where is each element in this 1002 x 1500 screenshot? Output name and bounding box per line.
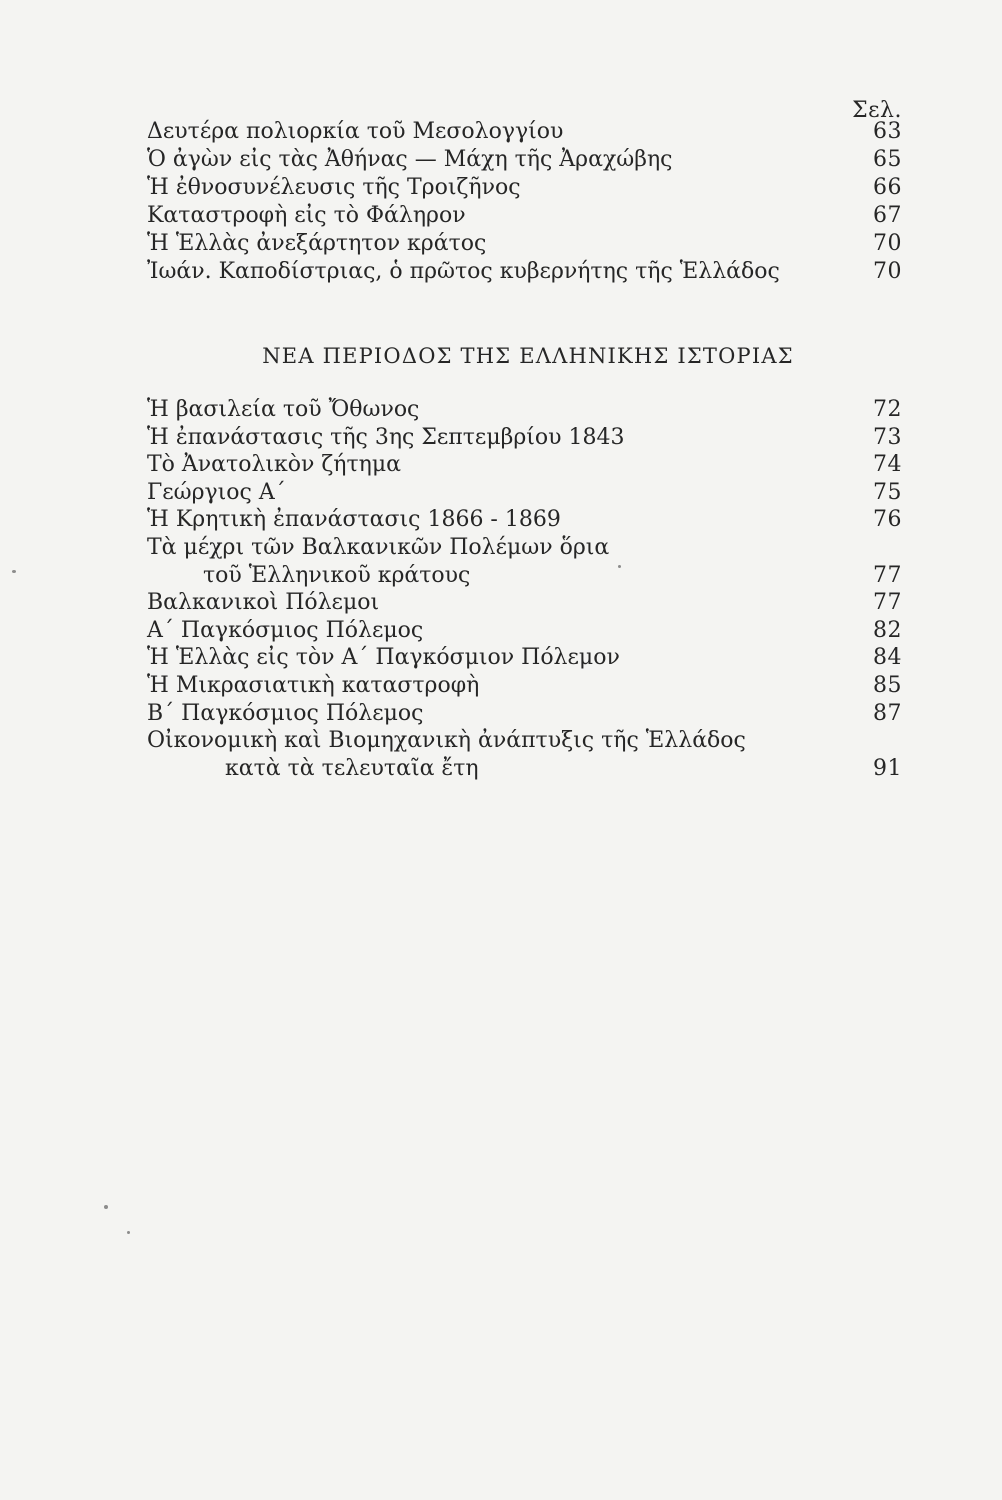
toc-entry-title: Ἰωάν. Καποδίστριας, ὁ πρῶτος κυβερνήτης τῆς Ἑλλάδος bbox=[147, 259, 780, 284]
toc-entry bbox=[147, 589, 902, 617]
toc-entry bbox=[147, 617, 902, 645]
toc-entry-title: Τὰ μέχρι τῶν Βαλκανικῶν Πολέμων ὅρια bbox=[147, 534, 610, 560]
toc-entry-page: 77 bbox=[873, 590, 902, 616]
toc-entry-page: 67 bbox=[873, 203, 902, 228]
toc-entry-title-continued: κατὰ τὰ τελευταῖα ἔτη bbox=[225, 755, 479, 781]
toc-entry-page: 91 bbox=[873, 755, 902, 781]
toc-entry-page: 87 bbox=[873, 700, 902, 726]
section-heading: ΝΕΑ ΠΕΡΙΟΔΟΣ ΤΗΣ ΕΛΛΗΝΙΚΗΣ ΙΣΤΟΡΙΑΣ bbox=[262, 344, 794, 368]
toc-entry bbox=[147, 700, 902, 728]
toc-entry-page: 70 bbox=[873, 259, 902, 284]
toc-entry bbox=[147, 202, 902, 230]
toc-entry-page: 73 bbox=[873, 424, 902, 450]
toc-entry-page: 74 bbox=[873, 452, 902, 478]
toc-entry-title: Ἡ ἐθνοσυνέλευσις τῆς Τροιζῆνος bbox=[147, 175, 521, 200]
toc-entry bbox=[147, 506, 902, 534]
toc-entry-title: Ὁ ἀγὼν εἰς τὰς Ἀθήνας — Μάχη τῆς Ἀραχώβης bbox=[147, 147, 673, 172]
toc-entry-page: 75 bbox=[873, 479, 902, 505]
toc-entry-title: Γεώργιος Α΄ bbox=[147, 479, 286, 505]
toc-entry-page: 65 bbox=[873, 147, 902, 172]
toc-list-part-two bbox=[147, 396, 902, 782]
toc-entry bbox=[147, 424, 902, 452]
toc-entry bbox=[147, 644, 902, 672]
toc-entry-page: 63 bbox=[873, 119, 902, 144]
toc-entry bbox=[147, 146, 902, 174]
toc-entry-title: Δευτέρα πολιορκία τοῦ Μεσολογγίου bbox=[147, 119, 564, 144]
toc-entry bbox=[147, 396, 902, 424]
toc-entry-title: Ἡ ἐπανάστασις τῆς 3ης Σεπτεμβρίου 1843 bbox=[147, 424, 625, 450]
paper-speck bbox=[104, 1205, 108, 1209]
toc-entry-title: Ἡ Ἑλλὰς εἰς τὸν Α΄ Παγκόσμιον Πόλεμον bbox=[147, 645, 620, 671]
toc-entry-title: Οἰκονομικὴ καὶ Βιομηχανικὴ ἀνάπτυξις τῆς Ἑλλάδος bbox=[147, 728, 746, 754]
toc-list-part-one bbox=[147, 118, 902, 286]
toc-entry-title: Α΄ Παγκόσμιος Πόλεμος bbox=[147, 617, 424, 643]
toc-entry-first-line bbox=[147, 534, 902, 562]
page-column-label: Σελ. bbox=[852, 98, 902, 123]
toc-entry-page: 82 bbox=[873, 617, 902, 643]
toc-entry bbox=[147, 258, 902, 286]
toc-entry-page: 70 bbox=[873, 231, 902, 256]
toc-entry bbox=[147, 230, 902, 258]
toc-entry-title-continued: τοῦ Ἑλληνικοῦ κράτους bbox=[203, 562, 471, 588]
paper-speck bbox=[12, 570, 16, 573]
toc-entry-title: Ἡ βασιλεία τοῦ Ὄθωνος bbox=[147, 397, 420, 422]
toc-entry-title: Β΄ Παγκόσμιος Πόλεμος bbox=[147, 700, 424, 726]
toc-entry-page: 66 bbox=[873, 175, 902, 200]
toc-entry-title: Ἡ Μικρασιατικὴ καταστροφὴ bbox=[147, 672, 480, 698]
toc-entry bbox=[147, 174, 902, 202]
toc-entry-first-line bbox=[147, 727, 902, 755]
paper-speck bbox=[618, 565, 621, 568]
toc-entry-page: 77 bbox=[873, 562, 902, 588]
toc-entry-page: 76 bbox=[873, 507, 902, 533]
toc-entry-title: Ἡ Ἑλλὰς ἀνεξάρτητον κράτος bbox=[147, 231, 487, 256]
toc-entry-page: 84 bbox=[873, 645, 902, 671]
toc-entry-title: Τὸ Ἀνατολικὸν ζήτημα bbox=[147, 452, 401, 478]
toc-entry bbox=[147, 479, 902, 507]
toc-entry-title: Ἡ Κρητικὴ ἐπανάστασις 1866 - 1869 bbox=[147, 507, 561, 533]
toc-entry bbox=[147, 118, 902, 146]
toc-entry-title: Βαλκανικοὶ Πόλεμοι bbox=[147, 590, 380, 616]
paper-speck bbox=[127, 1231, 130, 1234]
toc-entry-continuation bbox=[147, 562, 902, 590]
toc-entry-page: 85 bbox=[873, 672, 902, 698]
toc-entry-title: Καταστροφὴ εἰς τὸ Φάληρον bbox=[147, 203, 466, 228]
toc-entry-page: 72 bbox=[873, 397, 902, 422]
toc-entry-continuation bbox=[147, 755, 902, 783]
toc-entry bbox=[147, 672, 902, 700]
toc-entry bbox=[147, 451, 902, 479]
